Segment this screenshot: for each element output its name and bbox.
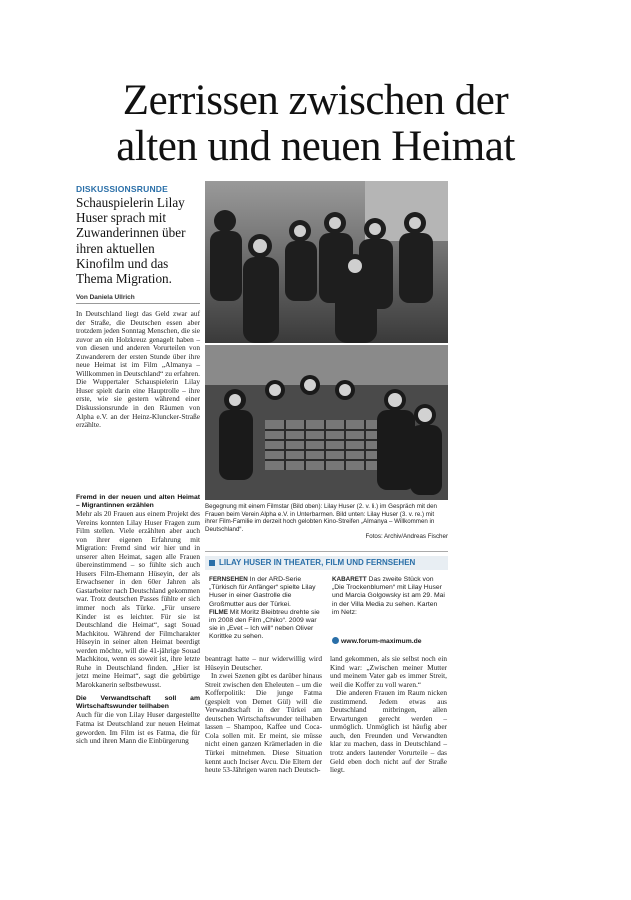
photo-discussion-group-image <box>205 181 448 343</box>
photo-film-family <box>205 345 448 500</box>
film-text: Mit Moritz Bleibtreu drehte sie im 2008 den Film „Chiko“. 2009 war sie in „Evet – Ich will“ neben Oliver Korittke zu sehen. <box>209 608 320 641</box>
headline-line-2: alten und neuen Heimat <box>116 123 515 170</box>
byline-divider <box>76 303 200 304</box>
info-box-title: LILAY HUSER IN THEATER, FILM UND FERNSEHEN <box>219 558 416 567</box>
article-column-1-top <box>76 310 200 430</box>
tv-label: FERNSEHEN <box>209 576 248 583</box>
article-paragraph: In zwei Szenen gibt es darüber hinaus Streit zwischen den Eheleuten – um die Kofferpolitik: Die junge Fatma (gespielt von Demet Gül) will die Verwandtschaft in der Türkei am deutschen Wirtschaftswunder teilhaben lassen – Shampoo, Kaffee und Coca-Cola sollen mit. Er meint, sie müsse nicht einen ganzen Krämerladen in die Türkei mitnehmen. Diese Situation kennt auch Inciser Avcu. Die Eltern der heute 53-Jährigen waren nach Deutsch- <box>205 671 322 775</box>
rubric: DISKUSSIONSRUNDE <box>76 184 168 194</box>
caption-text: Begegnung mit einem Filmstar (Bild oben): Lilay Huser (2. v. li.) im Gespräch mit den Frauen beim Verein Alpha e.V. in Unterbarmen. Bild unten: Lilay Huser (3. v. re.) mit ihrer Film-Familie im derzeit hoch gelobten Kino-Streifen „Almanya – Willkommen in Deutschland“. <box>205 503 438 533</box>
cabaret-text: Das zweite Stück von „Die Trockenblumen“ mit Lilay Huser und Marcia Golgowsky ist am 29. Mai in der Villa Media zu sehen. Karten im Netz: <box>332 576 445 616</box>
tv-text: In der ARD-Serie „Türkisch für Anfänger“ spielte Lilay Huser in einer Gastrolle die Großmutter aus der Türkei. <box>209 576 316 608</box>
article-column-1-bottom <box>76 488 200 746</box>
website-link[interactable] <box>332 637 422 645</box>
article-column-3 <box>330 655 447 775</box>
article-paragraph: land gekommen, als sie selbst noch ein Kind war: „Zwischen meiner Mutter und meinem Vater gab es immer Streit, weil die Koffer zu voll waren.“ <box>330 654 447 689</box>
photo-film-family-image <box>205 345 448 500</box>
photo-credit: Fotos: Archiv/Andreas Fischer <box>365 533 448 540</box>
info-box <box>205 551 448 650</box>
info-box-right <box>332 576 446 617</box>
article-paragraph: Auch für die von Lilay Huser dargestellte Fatma ist Deutschland zur neuen Heimat geworden. Im Film ist es Fatma, die für sich und ihren Mann die Einbürgerung <box>76 710 200 746</box>
headline <box>0 78 631 170</box>
info-box-header <box>205 556 448 570</box>
cabaret-label: KABARETT <box>332 576 367 583</box>
photo-discussion-group <box>205 181 448 343</box>
article-paragraph: Die anderen Frauen im Raum nicken zustimmend. Jedem etwas aus Deutschland mitbringen, allen Erwartungen gerecht werden – unmöglich. Unmöglich ist häufig aber auch, den Freunden und Verwandten klar zu machen, dass in Deutschland – trotz anders lautender Vorurteile – das Geld eben doch nicht auf der Straße liegt. <box>330 688 447 775</box>
subheading: Die Verwandtschaft soll am Wirtschaftswunder teilhaben <box>76 695 200 711</box>
info-box-left <box>209 576 323 642</box>
square-bullet-icon <box>209 560 215 566</box>
photo-caption <box>205 503 448 541</box>
website-url[interactable]: www.forum-maximum.de <box>341 638 422 645</box>
byline: Von Daniela Ullrich <box>76 294 135 301</box>
globe-icon <box>332 637 339 644</box>
article-paragraph: In Deutschland liegt das Geld zwar auf der Straße, die Deutschen essen aber trotzdem jeden Sonntag Menschen, die sie zuvor an ein Holzkreuz genagelt haben – von diesen und anderen Vorurteilen von Zuwanderern der ersten Stunde über ihre neue Heimat ist im Film „Almanya – Willkommen in Deutschland“ zu erfahren. Die Wuppertaler Schauspielerin Lilay Huser spielt darin eine Hauptrolle – ihre erste, wie sie gestern während einer Diskussionsrunde in den Räumen von Alpha e.V. an der Heinz-Kluncker-Straße erzählte. <box>76 309 200 430</box>
article-paragraph: Mehr als 20 Frauen aus einem Projekt des Vereins konnten Lilay Huser Fragen zum Film stellen. Viele erzählten aber auch von ihrer eigenen Erfahrung mit Migration: Fremd sind wir hier und in unserer alten Heimat, sagen alle Frauen übereinstimmend – so fühlte sich auch Husers Film-Ehemann Hüseyin, der als Erwachsener in den 60er Jahren als Gastarbeiter nach Deutschland gekommen war. Trotz deutschen Passes fühlte er sich immer noch als Türke. „Für unsere Kinder ist es leichter. Für sie ist Deutschland die Heimat“, sagt Souad Machkitou. Während der Filmcharakter Hüseyin in seiner alten Heimat beerdigt werden möchte, will die 41-jährige Souad Machkitou, wenn es soweit ist, ihre letzte Ruhe in Deutschland finden. „Hier ist jetzt meine Heimat“, sagt die gebürtige Marokkanerin selbstbewusst. <box>76 509 200 689</box>
article-column-2 <box>205 655 322 775</box>
headline-line-1: Zerrissen zwischen der <box>122 77 509 124</box>
lead-paragraph: Schauspielerin Lilay Huser sprach mit Zuwanderinnen über ihren aktuellen Kinofilm und das Thema Migration. <box>76 195 186 287</box>
film-label: FILME <box>209 608 228 616</box>
subheading: Fremd in der neuen und alten Heimat – Migrantinnen erzählen <box>76 494 200 509</box>
article-paragraph: beantragt hatte – nur widerwillig wird Hüseyin Deutscher. <box>205 654 322 672</box>
